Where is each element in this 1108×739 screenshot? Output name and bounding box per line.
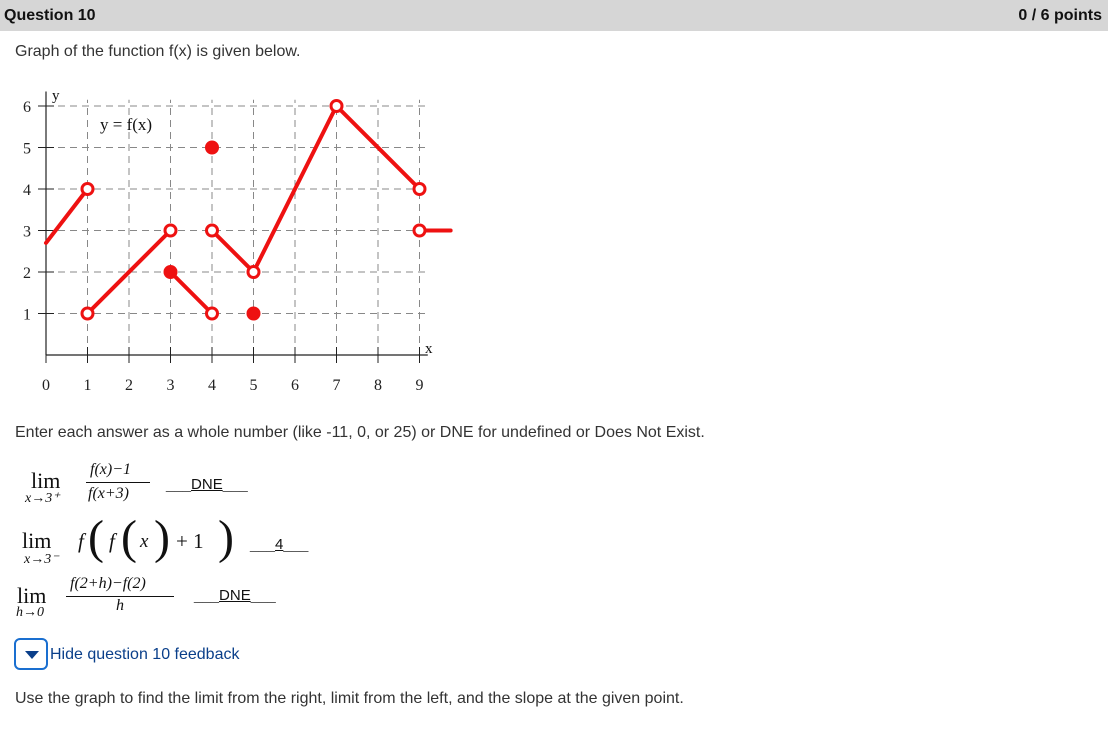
question-header [0,0,1108,31]
open-point [82,308,93,319]
graph-curve [46,106,451,314]
answer-3: ___DNE___ [194,587,276,604]
graph-tick-labels [23,99,424,394]
open-point [207,225,218,236]
function-graph [0,82,470,402]
graph-segment [212,231,254,273]
lim-symbol: lim [22,528,52,553]
function-f: f [109,529,115,553]
fraction-numerator: f(x)−1 [90,461,131,478]
lim-subscript: h→0 [16,605,44,620]
lim-symbol: lim [17,583,47,608]
right-paren: ) [218,511,234,564]
plus-one: + 1 [176,529,204,553]
lim-subscript: x→3⁺ [25,491,60,506]
y-tick-label: 6 [23,99,31,116]
lim-subscript: x→3⁻ [24,552,59,567]
answer-2: ___4___ [250,536,309,553]
x-tick-label: 0 [42,377,50,394]
filled-point [207,142,218,153]
y-tick-label: 4 [23,182,31,199]
fraction-numerator: f(2+h)−f(2) [70,575,146,592]
open-point [414,184,425,195]
graph-axes [38,91,428,363]
x-tick-label: 4 [208,377,216,394]
open-point [207,308,218,319]
answer-value: DNE [191,476,223,493]
x-tick-label: 3 [166,377,175,394]
answer-value: 4 [275,536,284,553]
lim-symbol: lim [31,468,61,493]
open-point [82,184,93,195]
answer-1: ___DNE___ [166,476,248,493]
open-point [248,267,259,278]
instructions: Enter each answer as a whole number (like -11, 0, or 25) or DNE for undefined or Does Not Exist. [15,424,705,441]
fraction-denominator: h [116,597,124,614]
filled-point [248,308,259,319]
y-tick-label: 5 [23,140,31,158]
open-point [414,225,425,236]
right-paren: ) [154,511,170,564]
y-axis-label: y [52,88,60,104]
caret-down-icon [25,651,39,659]
hide-feedback-link[interactable]: Hide question 10 feedback [50,646,240,663]
x-tick-label: 9 [415,377,424,394]
open-point [331,101,342,112]
filled-point [165,267,176,278]
toggle-feedback-button[interactable] [14,638,48,670]
question-points: 0 / 6 points [1018,7,1102,24]
question-prompt: Graph of the function f(x) is given below. [15,43,301,60]
x-tick-label: 5 [249,377,258,394]
answer-value: DNE [219,587,251,604]
y-tick-label: 3 [23,223,31,241]
graph-segment [171,272,213,314]
function-f: f [78,529,84,553]
fraction-bar [86,482,150,483]
graph-segment [46,189,88,243]
fraction-denominator: f(x+3) [88,485,129,502]
x-tick-label: 6 [291,377,299,394]
x-tick-label: 1 [83,377,92,394]
question-title: Question 10 [4,7,96,24]
y-tick-label: 1 [23,306,31,324]
left-paren: ( [88,511,104,564]
x-tick-label: 7 [332,377,341,394]
feedback-hint: Use the graph to find the limit from the right, limit from the left, and the slope at the given point. [15,690,684,707]
left-paren: ( [121,511,137,564]
y-tick-label: 2 [23,265,31,282]
open-point [165,225,176,236]
x-axis-label: x [425,341,433,357]
variable-x: x [140,531,149,552]
x-tick-label: 2 [125,377,133,394]
function-label: y = f(x) [100,115,153,134]
x-tick-label: 8 [374,377,382,394]
